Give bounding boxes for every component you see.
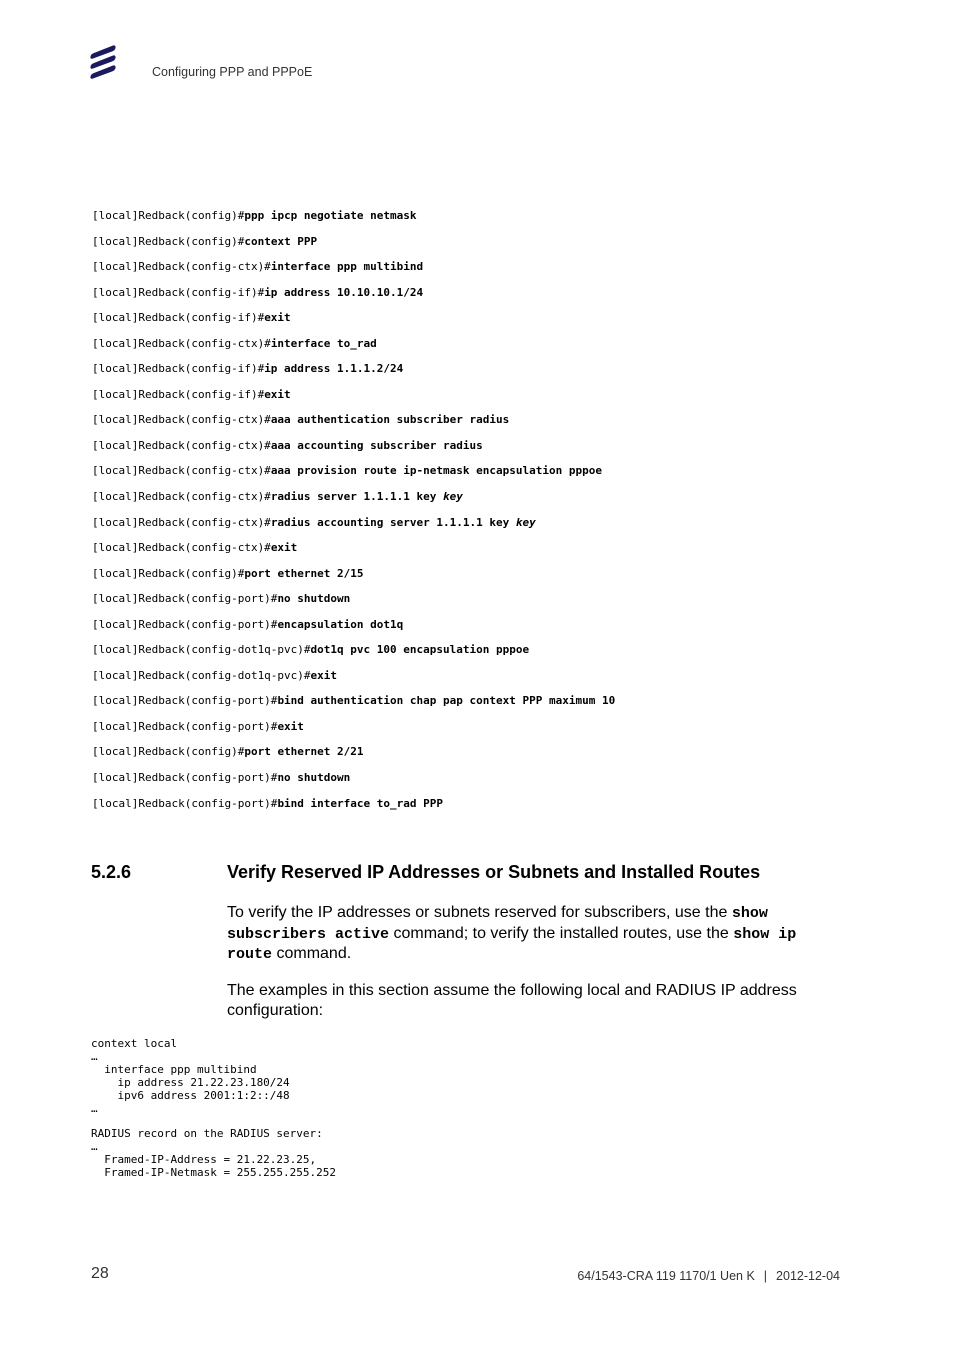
cli-command: dot1q pvc 100 encapsulation pppoe: [310, 643, 530, 657]
running-header: Configuring PPP and PPPoE: [152, 65, 313, 79]
cli-command-line: [92, 590, 615, 616]
cli-prompt: [local]Redback(config-if)#: [92, 285, 265, 299]
cli-command-line: [92, 360, 615, 386]
cli-prompt: [local]Redback(config-ctx)#: [92, 490, 271, 504]
cli-prompt: [local]Redback(config-if)#: [92, 362, 265, 376]
cli-prompt: [local]Redback(config-port)#: [92, 796, 278, 810]
page-number: 28: [91, 1265, 109, 1282]
cli-command-line: [92, 795, 615, 821]
cli-prompt: [local]Redback(config-dot1q-pvc)#: [92, 643, 311, 657]
cli-prompt: [local]Redback(config)#: [92, 234, 245, 248]
cli-command-line: [92, 488, 615, 514]
cli-command: exit: [277, 719, 304, 733]
cli-command: port ethernet 2/21: [244, 745, 364, 759]
cli-command-line: [92, 667, 615, 693]
cli-command: context PPP: [244, 234, 318, 248]
cli-command-line: [92, 386, 615, 412]
cli-prompt: [local]Redback(config-ctx)#: [92, 336, 271, 350]
verify-instructions-paragraph: To verify the IP addresses or subnets reserved for subscribers, use the show subscribers active command; to verify the installed routes, use the show ip route command.: [227, 904, 797, 963]
document-date: 2012-12-04: [776, 1269, 840, 1283]
cli-command-line: [92, 437, 615, 463]
section-number: 5.2.6: [91, 862, 132, 882]
cli-command-line: [92, 462, 615, 488]
cli-prompt: [local]Redback(config-if)#: [92, 387, 265, 401]
cli-command-line: [92, 284, 615, 310]
cli-command-line: [92, 616, 615, 642]
cli-command: bind authentication chap pap context PPP maximum 10: [277, 694, 616, 708]
cli-command: aaa accounting subscriber radius: [270, 438, 483, 452]
cli-command: radius server 1.1.1.1 key: [270, 490, 443, 504]
cli-command: ppp ipcp negotiate netmask: [244, 209, 417, 222]
cli-command-line: [92, 514, 615, 540]
cli-command-line: [92, 258, 615, 284]
cli-command-list: [92, 207, 615, 820]
section-title: Verify Reserved IP Addresses or Subnets and Installed Routes: [227, 862, 761, 882]
company-logo-icon: [88, 44, 118, 80]
cli-prompt: [local]Redback(config-if)#: [92, 311, 265, 325]
cli-prompt: [local]Redback(config-port)#: [92, 617, 278, 631]
cli-command-line: [92, 207, 615, 233]
cli-command: aaa authentication subscriber radius: [270, 413, 510, 427]
cli-command: no shutdown: [277, 592, 351, 606]
cli-command-line: [92, 539, 615, 565]
cli-command: port ethernet 2/15: [244, 566, 364, 580]
cli-command-line: [92, 335, 615, 361]
cli-command-line: [92, 641, 615, 667]
cli-command-line: [92, 692, 615, 718]
cli-prompt: [local]Redback(config-port)#: [92, 771, 278, 785]
document-reference: [577, 1269, 840, 1283]
cli-command: exit: [310, 668, 338, 682]
footer-separator: |: [763, 1269, 768, 1283]
cli-prompt: [local]Redback(config-ctx)#: [92, 413, 271, 427]
cli-command: interface ppp multibind: [270, 260, 424, 274]
cli-prompt: [local]Redback(config-ctx)#: [92, 464, 271, 478]
document-id: 64/1543-CRA 119 1170/1 Uen K: [577, 1269, 755, 1283]
cli-prompt: [local]Redback(config-ctx)#: [92, 541, 271, 555]
show-ip-route-command: show ip route: [227, 925, 797, 963]
cli-command: exit: [270, 541, 298, 555]
cli-command: ip address 10.10.10.1/24: [264, 285, 424, 299]
cli-command-line: [92, 718, 615, 744]
cli-command: no shutdown: [277, 771, 351, 785]
cli-command: exit: [264, 311, 291, 325]
examples-assumption-paragraph: The examples in this section assume the following local and RADIUS IP address configuration:: [227, 982, 797, 1019]
cli-argument: key: [443, 490, 463, 504]
cli-prompt: [local]Redback(config)#: [92, 209, 245, 222]
cli-prompt: [local]Redback(config-port)#: [92, 694, 278, 708]
cli-argument: key: [515, 515, 536, 529]
cli-command-line: [92, 769, 615, 795]
show-subscribers-active-command: show subscribers active: [227, 905, 768, 943]
cli-command: bind interface to_rad PPP: [277, 796, 444, 810]
config-example-block: context local … interface ppp multibind ip address 21.22.23.180/24 ipv6 address 2001:1:2::/48 … RADIUS record on the RADIUS server: … Framed-IP-Address = 21.22.23.25, Framed-IP-Netmask = 255.255.255.252: [91, 1037, 337, 1180]
cli-prompt: [local]Redback(config-ctx)#: [92, 260, 271, 274]
cli-prompt: [local]Redback(config-port)#: [92, 592, 278, 606]
cli-command: interface to_rad: [270, 336, 377, 350]
cli-prompt: [local]Redback(config-port)#: [92, 719, 278, 733]
cli-command: radius accounting server 1.1.1.1 key: [270, 515, 516, 529]
cli-prompt: [local]Redback(config)#: [92, 566, 245, 580]
cli-command: aaa provision route ip-netmask encapsulation pppoe: [270, 464, 602, 478]
cli-command-line: [92, 309, 615, 335]
cli-command: encapsulation dot1q: [277, 617, 404, 631]
cli-prompt: [local]Redback(config-ctx)#: [92, 515, 271, 529]
cli-command: ip address 1.1.1.2/24: [264, 362, 404, 376]
cli-command-line: [92, 411, 615, 437]
cli-prompt: [local]Redback(config-ctx)#: [92, 438, 271, 452]
cli-command-line: [92, 565, 615, 591]
cli-prompt: [local]Redback(config)#: [92, 745, 245, 759]
cli-prompt: [local]Redback(config-dot1q-pvc)#: [92, 668, 311, 682]
cli-command-line: [92, 233, 615, 259]
cli-command-line: [92, 743, 615, 769]
cli-command: exit: [264, 387, 291, 401]
